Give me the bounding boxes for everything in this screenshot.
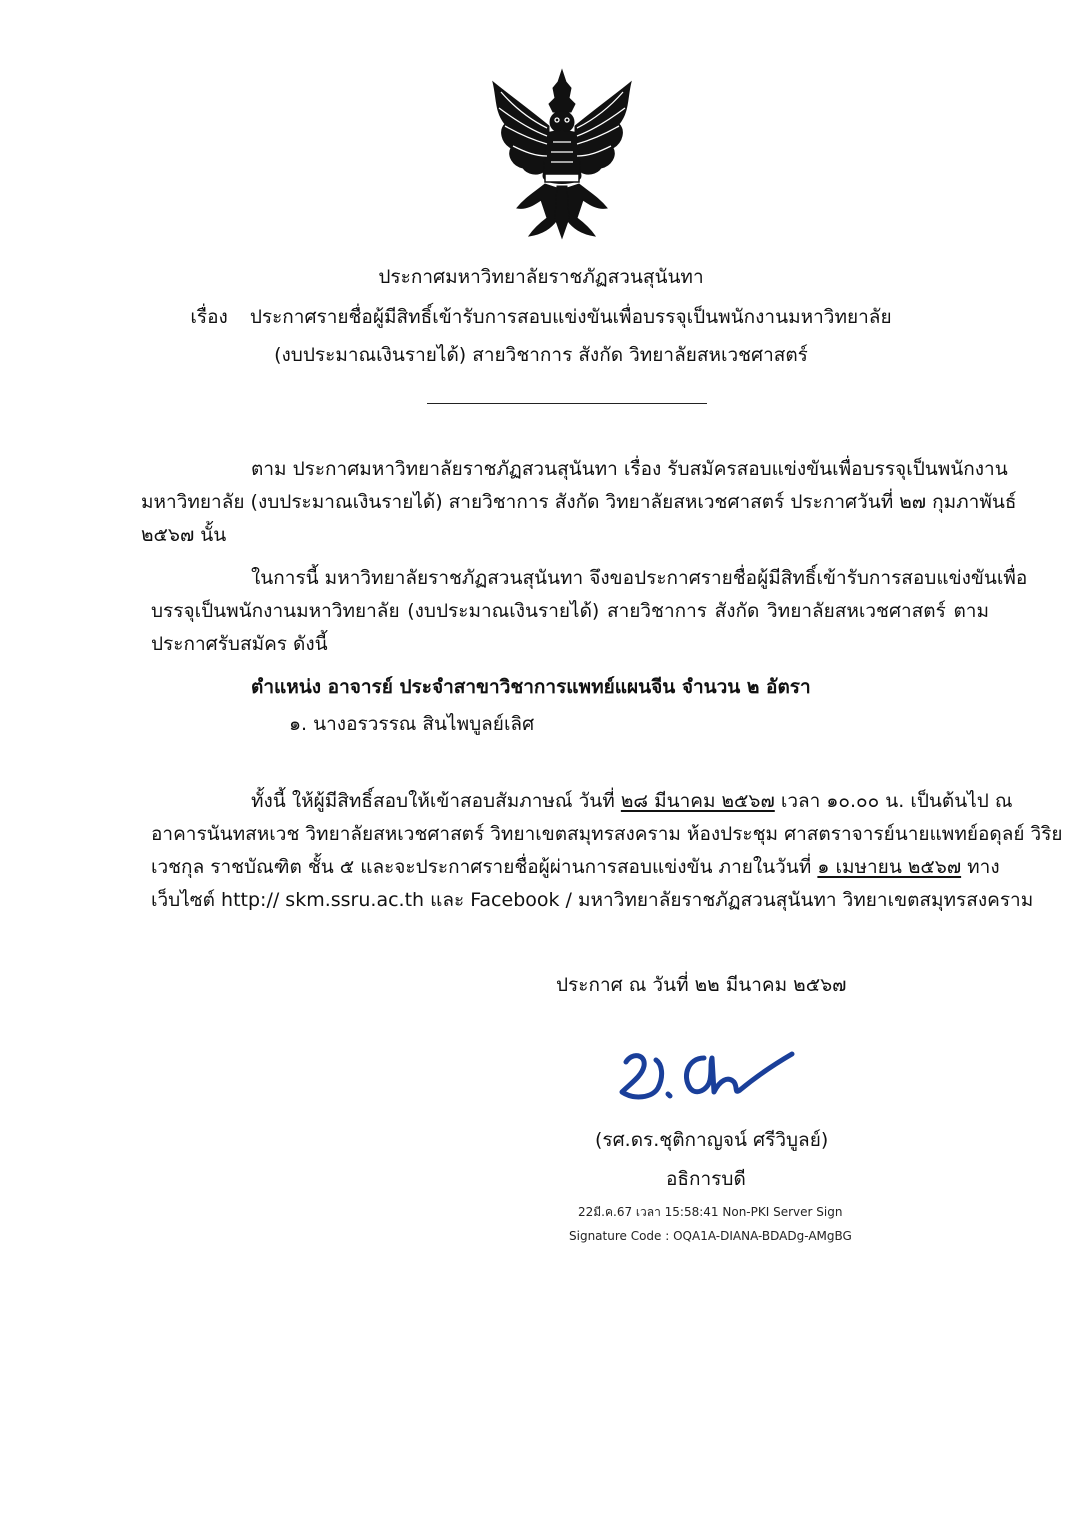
handwritten-signature-icon bbox=[612, 1040, 802, 1110]
paragraph-2-line-2: บรรจุเป็นพนักงานมหาวิทยาลัย (งบประมาณเงินรายได้) สายวิชาการ สังกัด วิทยาลัยสหเวชศาสตร์ ตาม bbox=[151, 600, 989, 622]
sign-meta-line-1: 22มี.ค.67 เวลา 15:58:41 Non-PKI Server Sign bbox=[578, 1205, 843, 1219]
paragraph-1-line-1: ตาม ประกาศมหาวิทยาลัยราชภัฏสวนสุนันทา เรื่อง รับสมัครสอบแข่งขันเพื่อบรรจุเป็นพนักงาน bbox=[251, 458, 1008, 480]
garuda-emblem-icon bbox=[487, 68, 637, 240]
position-heading: ตำแหน่ง อาจารย์ ประจำสาขาวิชาการแพทย์แผนจีน จำนวน ๒ อัตรา bbox=[251, 676, 811, 698]
signer-title: อธิการบดี bbox=[666, 1168, 746, 1190]
paragraph-3-line-4: เว็บไซต์ http:// skm.ssru.ac.th และ Facebook / มหาวิทยาลัยราชภัฏสวนสุนันทา วิทยาเขตสมุทรสงคราม bbox=[151, 889, 1034, 911]
paragraph-1-line-2: มหาวิทยาลัย (งบประมาณเงินรายได้) สายวิชาการ สังกัด วิทยาลัยสหเวชศาสตร์ ประกาศวันที่ ๒๗ กุมภาพันธ์ bbox=[141, 491, 1017, 513]
interview-date: ๒๘ มีนาคม ๒๕๖๗ bbox=[620, 790, 775, 812]
sign-meta-line-2: Signature Code : OQA1A-DIANA-BDADg-AMgBG bbox=[569, 1229, 852, 1243]
paragraph-3-line-2: อาคารนันทสหเวช วิทยาลัยสหเวชศาสตร์ วิทยาเขตสมุทรสงคราม ห้องประชุม ศาสตราจารย์นายแพทย์อดุลย์ วิริย bbox=[151, 823, 1063, 845]
subject-line-1 bbox=[0, 303, 1082, 331]
paragraph-3-line-1 bbox=[251, 787, 1013, 815]
paragraph-3-line-3 bbox=[151, 853, 1000, 881]
p3-line-3-a: เวชกุล ราชบัณฑิต ชั้น ๕ และจะประกาศรายชื่อผู้ผ่านการสอบแข่งขัน ภายในวันที่ bbox=[151, 856, 812, 878]
paragraph-2-line-3: ประกาศรับสมัคร ดังนี้ bbox=[151, 633, 328, 655]
p3-line-1-a: ทั้งนี้ ให้ผู้มีสิทธิ์สอบให้เข้าสอบสัมภาษณ์ วันที่ bbox=[251, 790, 615, 812]
subject-line-2: (งบประมาณเงินรายได้) สายวิชาการ สังกัด วิทยาลัยสหเวชศาสตร์ bbox=[274, 344, 808, 366]
signer-name: (รศ.ดร.ชุติกาญจน์ ศรีวิบูลย์) bbox=[595, 1129, 829, 1151]
p3-line-3-b: ทาง bbox=[967, 856, 1000, 878]
announcement-title: ประกาศมหาวิทยาลัยราชภัฏสวนสุนันทา bbox=[378, 266, 704, 288]
p3-line-1-b: เวลา ๑๐.๐๐ น. เป็นต้นไป ณ bbox=[780, 790, 1013, 812]
candidate-item-1: ๑. นางอรวรรณ สินไพบูลย์เลิศ bbox=[289, 713, 535, 735]
paragraph-2-line-1: ในการนี้ มหาวิทยาลัยราชภัฏสวนสุนันทา จึงขอประกาศรายชื่อผู้มีสิทธิ์เข้ารับการสอบแข่งขันเพื่อ bbox=[251, 567, 1028, 589]
subject-label: เรื่อง bbox=[190, 306, 228, 328]
result-date: ๑ เมษายน ๒๕๖๗ bbox=[817, 856, 962, 878]
announce-date: ประกาศ ณ วันที่ ๒๒ มีนาคม ๒๕๖๗ bbox=[556, 974, 847, 996]
paragraph-1-line-3: ๒๕๖๗ นั้น bbox=[141, 524, 227, 546]
subject-text: ประกาศรายชื่อผู้มีสิทธิ์เข้ารับการสอบแข่งขันเพื่อบรรจุเป็นพนักงานมหาวิทยาลัย bbox=[249, 306, 892, 328]
header-divider bbox=[427, 403, 707, 404]
